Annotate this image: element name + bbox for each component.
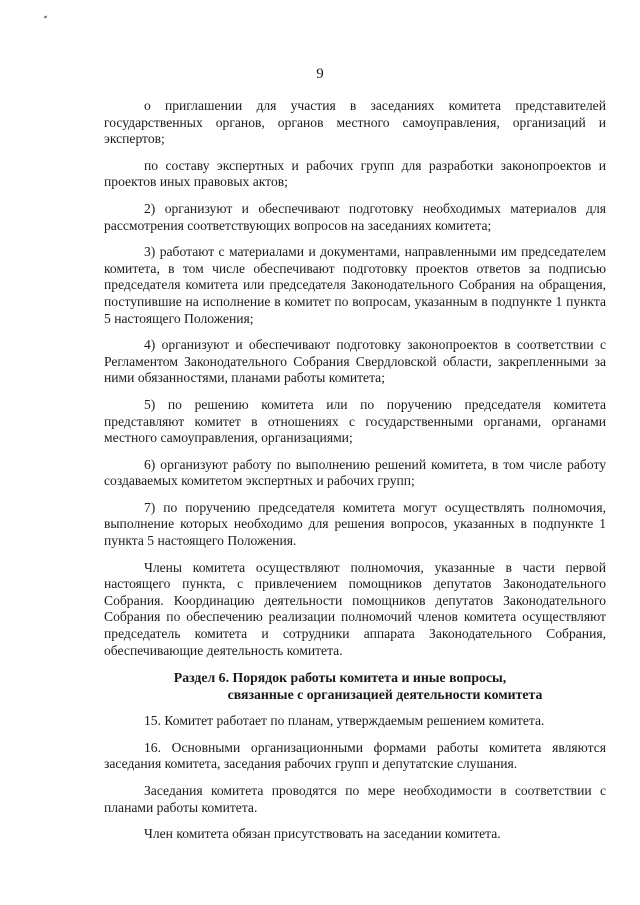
document-body [104, 98, 606, 853]
paragraph-item-7: 7) по поручению председателя комитета могут осуществлять полномочия, выполнение которых необходимо для решения вопросов, указанных в подпункте 1 пункта 5 настоящего Положения. [104, 499, 606, 549]
paragraph-16: 16. Основными организационными формами работы комитета являются заседания комитета, заседания рабочих групп и депутатские слушания. [104, 739, 606, 772]
paragraph-item-2: 2) организуют и обеспечивают подготовку необходимых материалов для рассмотрения соответствующих вопросов на заседаниях комитета; [104, 200, 606, 233]
section-heading-line-1: Раздел 6. Порядок работы комитета и иные вопросы, [173, 670, 507, 686]
paragraph-sessions: Заседания комитета проводятся по мере необходимости в соответствии с планами работы комитета. [104, 783, 606, 815]
paragraph-item-3: 3) работают с материалами и документами, направленными им председателем комитета, в том числе обеспечивают подготовку проектов ответов за подписью председателя комитета или председателя Законодательного Собрания на обращения, поступившие на исполнение в комитет по вопросам, указанным в подпункте 1 пункта 5 настоящего Положения; [104, 244, 606, 326]
paragraph-item-6: 6) организуют работу по выполнению решений комитета, в том числе работу создаваемых комитетом экспертных и рабочих групп; [104, 456, 606, 489]
paragraph-expert-groups: по составу экспертных и рабочих групп для разработки законопроектов и проектов иных правовых актов; [104, 157, 606, 190]
section-heading-line-2: связанные с организацией деятельности комитета [227, 687, 543, 703]
paragraph-item-5: 5) по решению комитета или по поручению председателя комитета представляют комитет в отношениях с государственными органами, органами местного самоуправления, организациями; [104, 396, 606, 446]
paragraph-invitation: о приглашении для участия в заседаниях комитета представителей государственных органов, органов местного самоуправления, организаций и экспертов; [104, 98, 606, 147]
paragraph-item-4: 4) организуют и обеспечивают подготовку законопроектов в соответствии с Регламентом Законодательного Собрания Свердловской области, закрепленными за ними обязанностями, планами работы комитета; [104, 337, 606, 386]
paragraph-members-assistants: Члены комитета осуществляют полномочия, указанные в части первой настоящего пункта, с привлечением помощников депутатов Законодательного Собрания. Координацию деятельности помощников депутатов Законодательного Собрания по обеспечению реализации полномочий членов комитета осуществляют председатель комитета и сотрудники аппарата Законодательного Собрания, обеспечивающие деятельность комитета. [104, 559, 606, 658]
paragraph-attendance: Член комитета обязан присутствовать на заседании комитета. [144, 826, 501, 842]
scan-mark [44, 15, 48, 18]
paragraph-15: 15. Комитет работает по планам, утверждаемым решением комитета. [144, 713, 545, 729]
section-6-heading [104, 669, 606, 703]
page-number: 9 [316, 66, 324, 82]
